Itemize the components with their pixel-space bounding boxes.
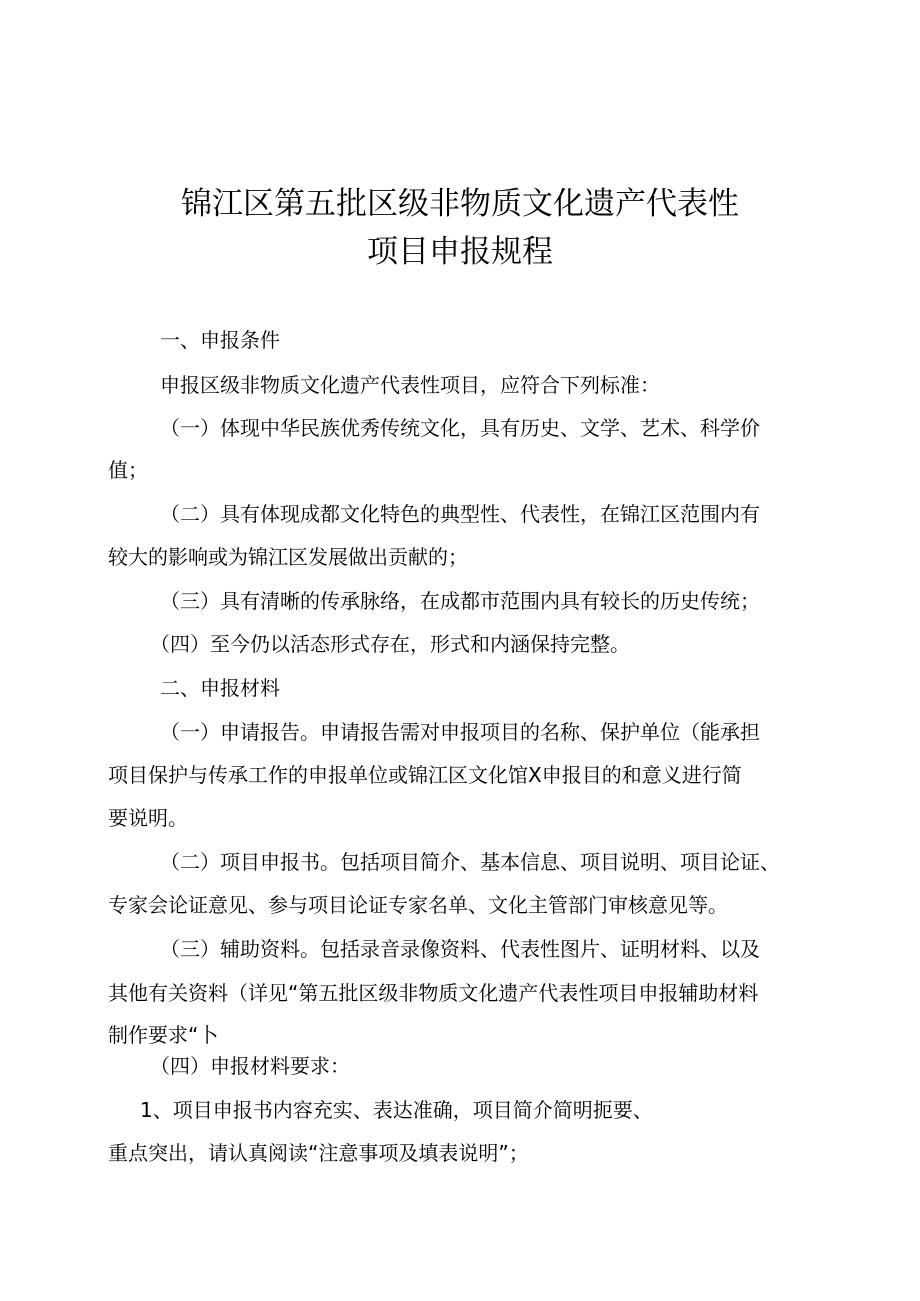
paragraph-line: （一）体现中华民族优秀传统文化，具有历史、文学、艺术、科学价 xyxy=(160,416,760,440)
paragraph-line: 较大的影响或为锦江区发展做出贡献的； xyxy=(108,545,468,569)
paragraph-line: （三）辅助资料。包括录音录像资料、代表性图片、证明材料、以及 xyxy=(160,937,760,961)
document-title-line-2: 项目申报规程 xyxy=(367,234,553,270)
paragraph-line: 专家会论证意见、参与项目论证专家名单、文化主管部门审核意见等。 xyxy=(108,893,728,917)
paragraph-line: （三）具有清晰的传承脉络，在成都市范围内具有较长的历史传统； xyxy=(160,589,760,613)
paragraph-line: （二）项目申报书。包括项目简介、基本信息、项目说明、项目论证、 xyxy=(160,850,780,874)
paragraph-line: 制作要求“卜 xyxy=(108,1023,219,1047)
paragraph-line: 值； xyxy=(108,458,148,482)
document-title-line-1: 锦江区第五批区级非物质文化遗产代表性 xyxy=(181,186,739,222)
paragraph-line: 重点突出，请认真阅读“注意事项及填表说明”； xyxy=(108,1141,529,1165)
paragraph-line: 申报区级非物质文化遗产代表性项目，应符合下列标准： xyxy=(160,373,660,397)
paragraph-line: 项目保护与传承工作的申报单位或锦江区文化馆X申报目的和意义进行简 xyxy=(108,763,742,787)
section-heading-conditions: 一、申报条件 xyxy=(160,328,280,352)
paragraph-line: （二）具有体现成都文化特色的典型性、代表性，在锦江区范围内有 xyxy=(160,502,760,526)
section-heading-materials: 二、申报材料 xyxy=(160,676,280,700)
paragraph-line: （四）至今仍以活态形式存在，形式和内涵保持完整。 xyxy=(150,632,630,656)
paragraph-line: 要说明。 xyxy=(108,806,188,830)
paragraph-line: 其他有关资料（详见“第五批区级非物质文化遗产代表性项目申报辅助材料 xyxy=(108,981,759,1005)
paragraph-line: （四）申报材料要求： xyxy=(150,1054,350,1078)
paragraph-line: 1、项目申报书内容充实、表达准确，项目简介简明扼要、 xyxy=(140,1098,653,1122)
paragraph-line: （一）申请报告。申请报告需对申报项目的名称、保护单位（能承担 xyxy=(160,720,760,744)
